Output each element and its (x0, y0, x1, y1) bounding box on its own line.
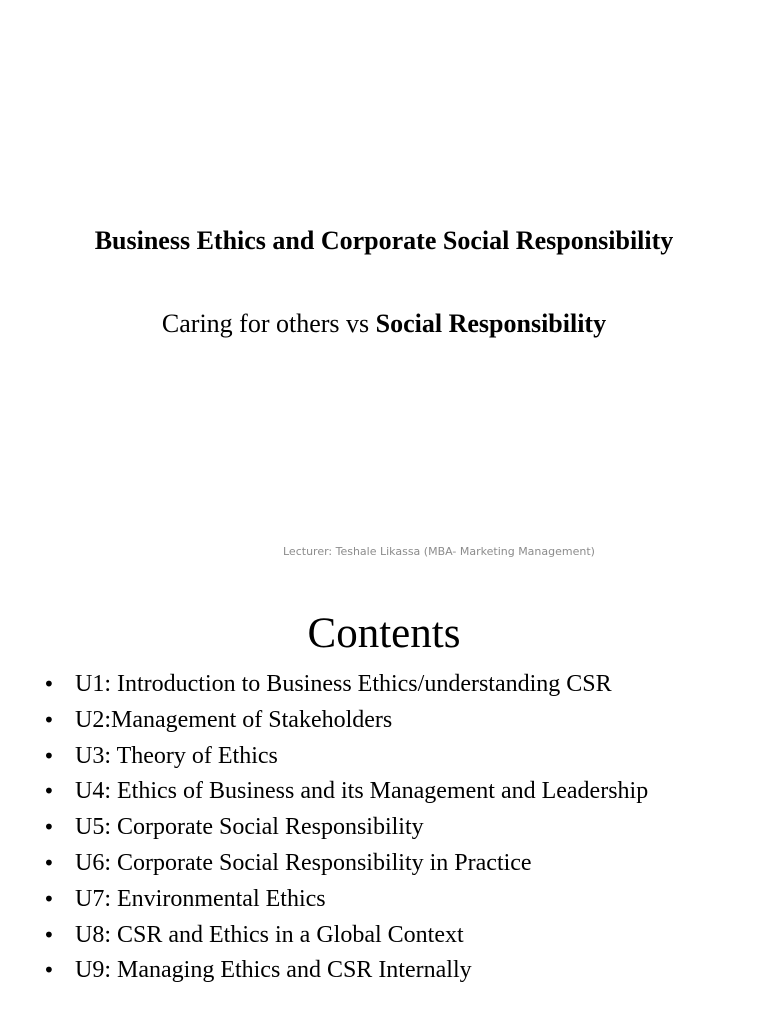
document-title: Business Ethics and Corporate Social Responsibility (94, 226, 674, 255)
subtitle-emphasis: Social Responsibility (375, 309, 607, 338)
contents-item (0, 845, 768, 881)
contents-item (0, 773, 768, 809)
contents-heading: Contents (307, 610, 461, 657)
contents-item-text: U9: Managing Ethics and CSR Internally (75, 957, 472, 984)
bullet-icon: • (43, 850, 55, 875)
subtitle-text: Caring for others vs (161, 309, 376, 338)
contents-item-text: U2:Management of Stakeholders (75, 706, 393, 733)
contents-item (0, 809, 768, 845)
bullet-icon: • (43, 743, 55, 768)
contents-item-text: U7: Environmental Ethics (75, 885, 326, 912)
bullet-icon: • (43, 922, 55, 947)
contents-item (0, 666, 768, 702)
contents-item-text: U5: Corporate Social Responsibility (75, 814, 424, 841)
bullet-icon: • (43, 672, 55, 696)
contents-item-text: U8: CSR and Ethics in a Global Context (75, 921, 464, 948)
contents-item-text: U6: Corporate Social Responsibility in Practice (75, 849, 532, 876)
bullet-icon: • (43, 707, 55, 732)
contents-item (0, 738, 768, 774)
contents-item (0, 917, 768, 953)
bullet-icon: • (43, 886, 55, 911)
bullet-icon: • (43, 958, 55, 983)
contents-item-text: U1: Introduction to Business Ethics/understanding CSR (75, 671, 612, 697)
contents-item-text: U3: Theory of Ethics (75, 742, 278, 769)
document-subtitle (0, 307, 768, 341)
contents-list (0, 666, 768, 988)
contents-item (0, 952, 768, 988)
lecturer-credit: Lecturer: Teshale Likassa (MBA- Marketing Management) (283, 545, 595, 558)
bullet-icon: • (43, 779, 55, 804)
contents-item-text: U4: Ethics of Business and its Management and Leadership (75, 778, 649, 805)
bullet-icon: • (43, 815, 55, 840)
contents-item (0, 702, 768, 738)
contents-item (0, 881, 768, 917)
